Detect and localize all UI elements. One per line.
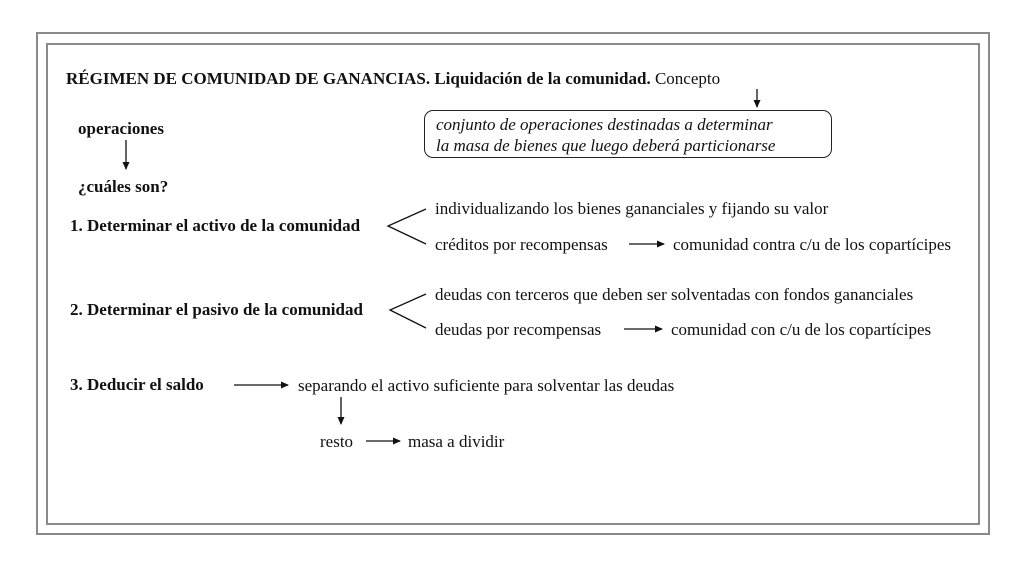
step-3-label: 3. Deducir el saldo: [70, 375, 204, 394]
title-bold: RÉGIMEN DE COMUNIDAD DE GANANCIAS. Liquidación de la comunidad.: [66, 69, 651, 88]
step-2-branch-2: deudas por recompensas: [435, 320, 602, 339]
step-1-branch-2: créditos por recompensas: [435, 235, 608, 254]
step-1-branch-1: individualizando los bienes gananciales y fijando su valor: [435, 199, 829, 218]
title-concept: Concepto: [654, 69, 721, 88]
definition-line-1: conjunto de operaciones destinadas a determinar: [436, 115, 773, 134]
remainder-result: masa a dividir: [408, 432, 505, 451]
step-2-label: 2. Determinar el pasivo de la comunidad: [70, 300, 363, 319]
step-1-label: 1. Determinar el activo de la comunidad: [70, 216, 361, 235]
operations-label: operaciones: [78, 119, 164, 138]
remainder-label: resto: [320, 432, 354, 451]
definition-line-2: la masa de bienes que luego deberá particionarse: [436, 136, 776, 155]
step-1-branch-2-result: comunidad contra c/u de los copartícipes: [673, 235, 952, 254]
step-2-branch-2-result: comunidad con c/u de los copartícipes: [671, 320, 932, 339]
step-3-result: separando el activo suficiente para solventar las deudas: [298, 376, 675, 395]
step-2-branch-1: deudas con terceros que deben ser solventadas con fondos gananciales: [435, 285, 914, 304]
step-1-branch-chevron: [388, 209, 426, 244]
step-2-branch-chevron: [390, 294, 426, 328]
question-label: ¿cuáles son?: [78, 177, 169, 196]
